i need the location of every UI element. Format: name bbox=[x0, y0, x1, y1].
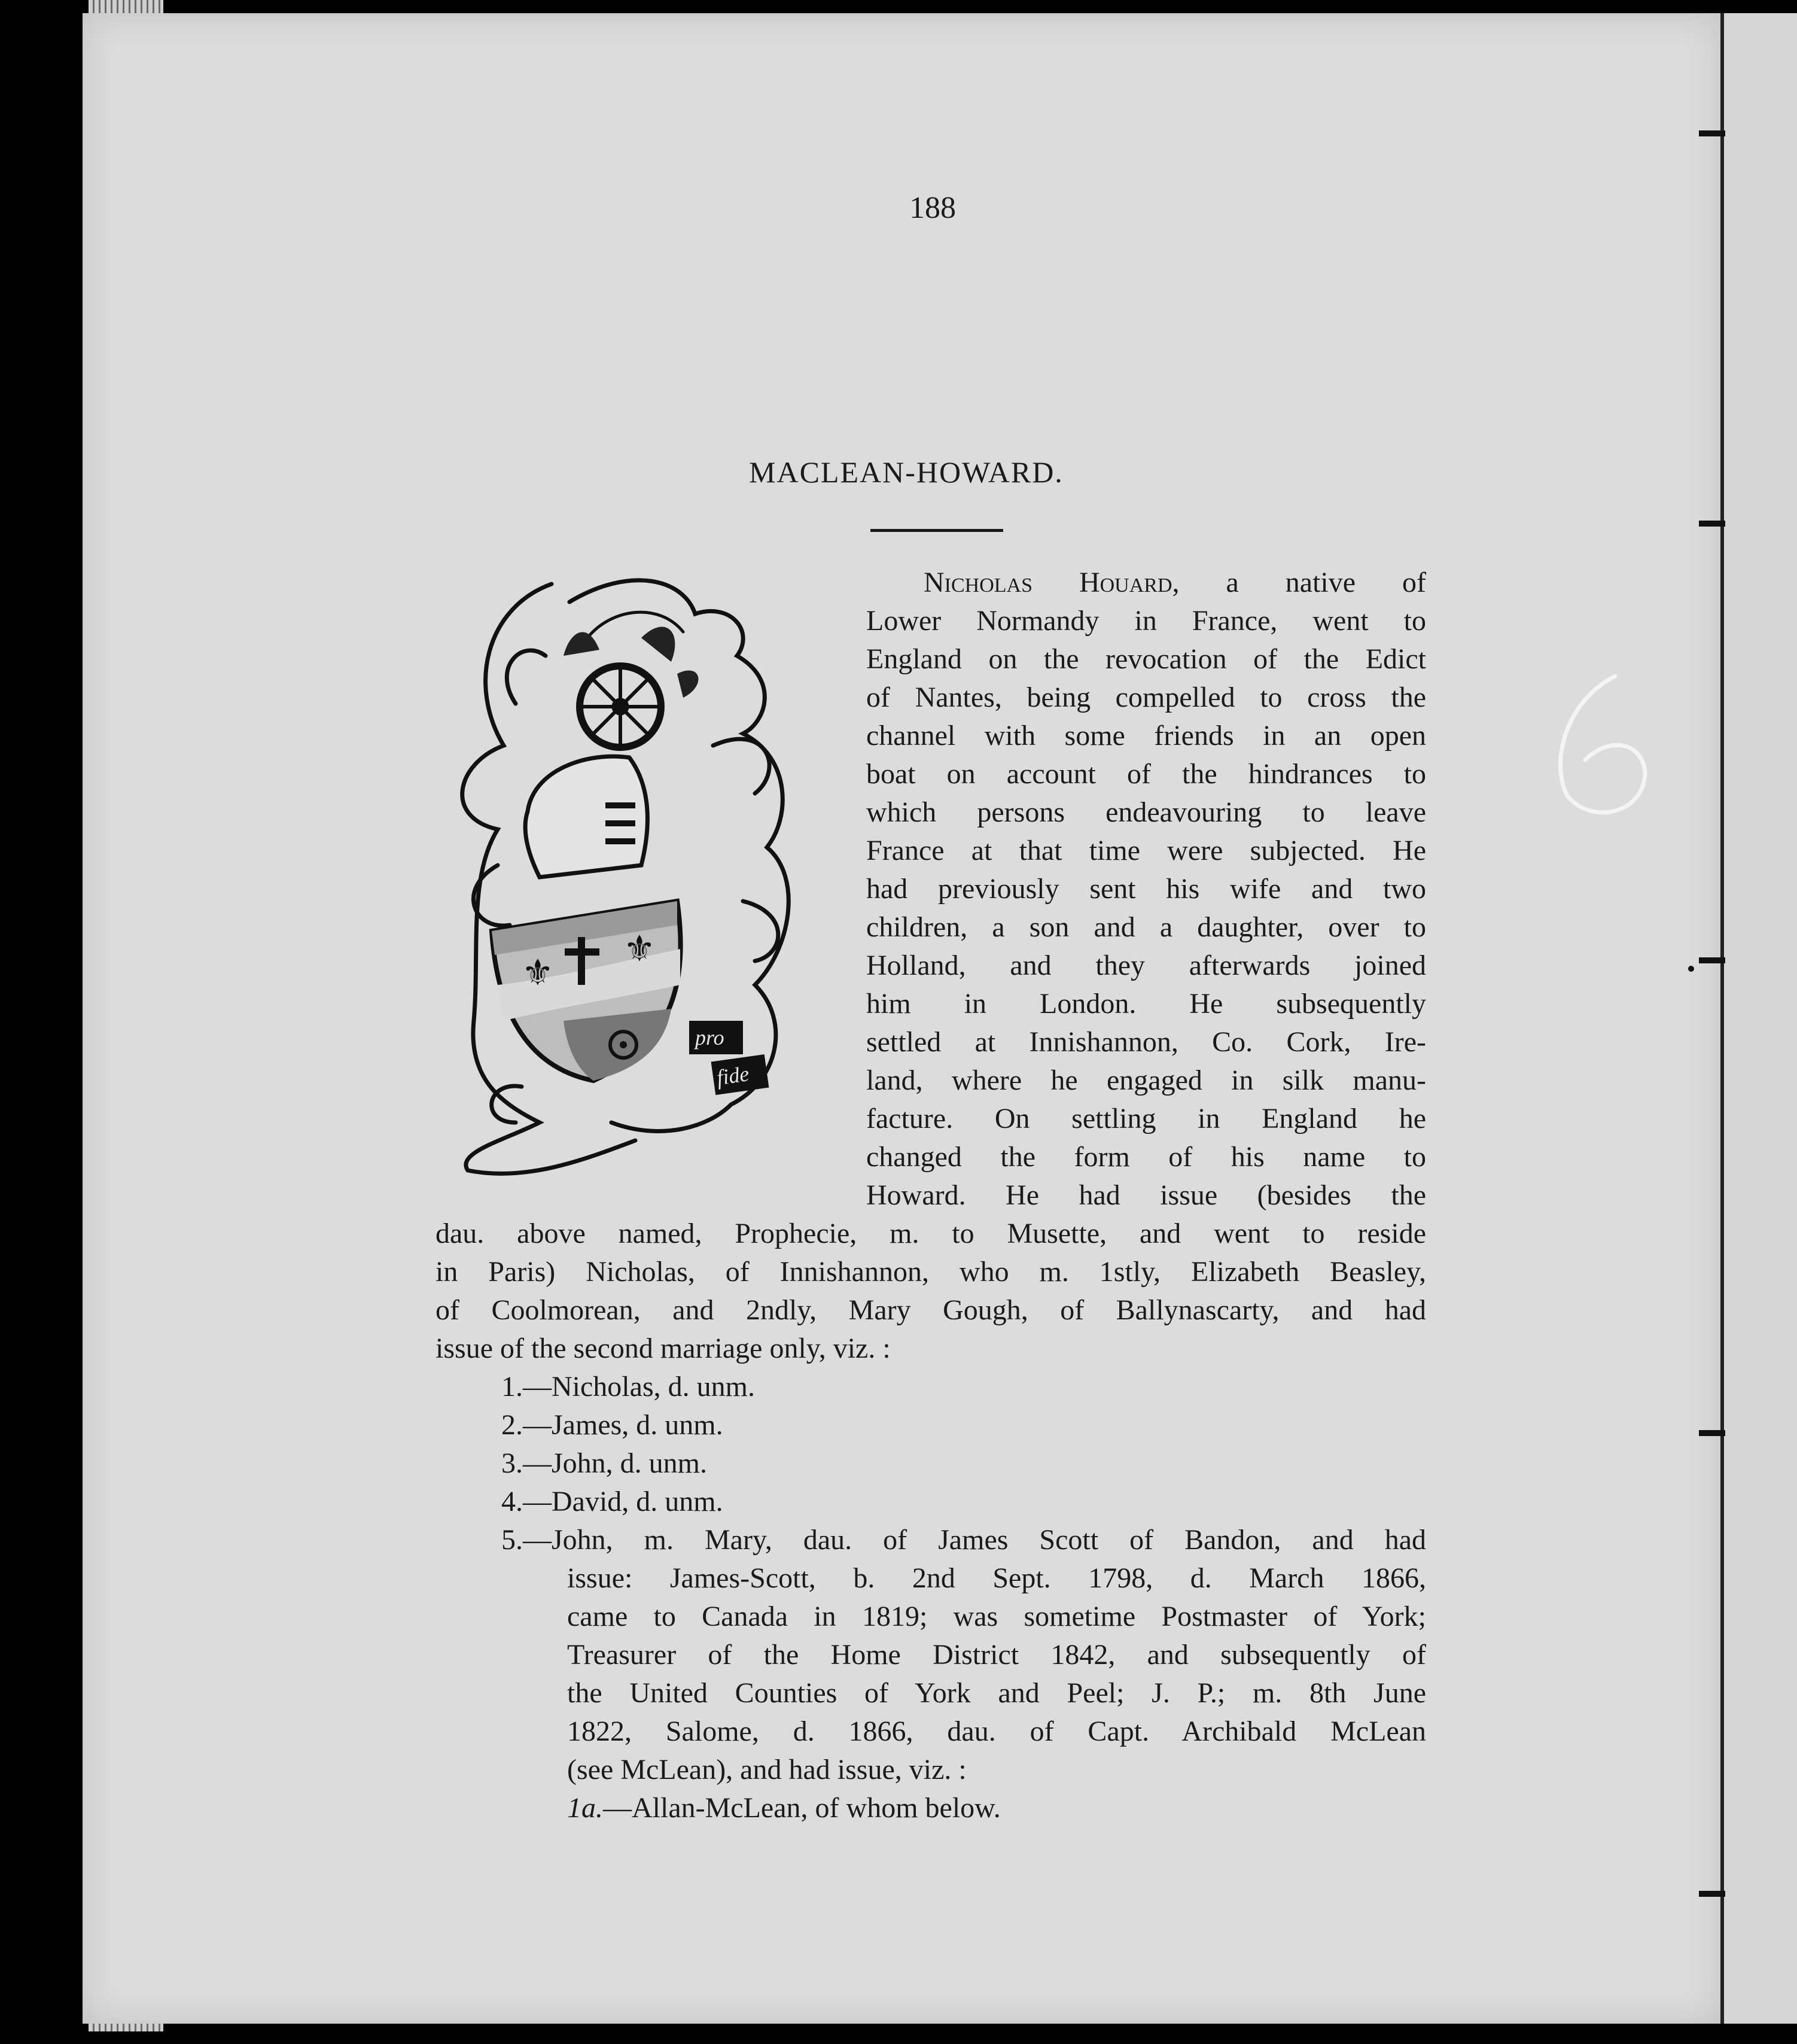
coat-of-arms-image bbox=[432, 566, 811, 1192]
motto-word-bottom: fide bbox=[715, 1061, 751, 1090]
binding-stitch bbox=[1699, 1430, 1725, 1436]
list-item: 2.—James, d. unm. bbox=[501, 1409, 723, 1441]
binding-stitch bbox=[1699, 130, 1725, 136]
paragraph-line: of Coolmorean, and 2ndly, Mary Gough, of Ballynascarty, and had bbox=[435, 1294, 1426, 1326]
paragraph-line: in Paris) Nicholas, of Innishannon, who m. 1stly, Elizabeth Beasley, bbox=[435, 1256, 1426, 1288]
paragraph-line: children, a son and a daughter, over to bbox=[866, 911, 1426, 943]
paragraph-line: channel with some friends in an open bbox=[866, 720, 1426, 752]
paragraph-line: boat on account of the hindrances to bbox=[866, 758, 1426, 790]
sub-list-text: —Allan-McLean, of whom below. bbox=[603, 1792, 1001, 1824]
paragraph-line: him in London. He subsequently bbox=[866, 988, 1426, 1020]
paragraph-line: of Nantes, being compelled to cross the bbox=[866, 682, 1426, 713]
page-number: 188 bbox=[909, 191, 956, 225]
motto-word-top: pro bbox=[695, 1026, 724, 1050]
list-item-continuation: the United Counties of York and Peel; J. P.; m. 8th June bbox=[567, 1677, 1426, 1709]
list-item: 3.—John, d. unm. bbox=[501, 1447, 708, 1479]
paragraph-line: France at that time were subjected. He bbox=[866, 835, 1426, 866]
list-item-continuation: (see McLean), and had issue, viz. : bbox=[567, 1754, 967, 1786]
person-name-smallcaps: Nicholas Houard, bbox=[924, 567, 1180, 598]
list-item-continuation: came to Canada in 1819; was sometime Postmaster of York; bbox=[567, 1601, 1426, 1632]
sub-list-item bbox=[567, 1791, 1001, 1826]
list-item-continuation: issue: James-Scott, b. 2nd Sept. 1798, d. March 1866, bbox=[567, 1562, 1426, 1594]
page-title: MACLEAN-HOWARD. bbox=[749, 455, 1064, 489]
svg-text:⚜: ⚜ bbox=[522, 952, 554, 994]
binding-stitch bbox=[1699, 521, 1725, 527]
sub-list-label: 1a. bbox=[567, 1792, 603, 1824]
list-item: 1.—Nicholas, d. unm. bbox=[501, 1371, 755, 1403]
paragraph-line: which persons endeavouring to leave bbox=[866, 796, 1426, 828]
list-item: 4.—David, d. unm. bbox=[501, 1486, 723, 1517]
paragraph-line: Nicholas Houard, a native of bbox=[924, 567, 1426, 598]
binding-stitch bbox=[1699, 1891, 1725, 1897]
title-rule bbox=[870, 529, 1003, 532]
paragraph-line: Howard. He had issue (besides the bbox=[866, 1179, 1426, 1211]
svg-text:⚜: ⚜ bbox=[623, 928, 656, 970]
paragraph-line: Holland, and they afterwards joined bbox=[866, 950, 1426, 981]
paragraph-line: Lower Normandy in France, went to bbox=[866, 605, 1426, 637]
list-item-continuation: 1822, Salome, d. 1866, dau. of Capt. Archibald McLean bbox=[567, 1716, 1426, 1747]
book-spine bbox=[1720, 13, 1797, 2024]
paragraph-line: dau. above named, Prophecie, m. to Musette, and went to reside bbox=[435, 1218, 1426, 1249]
margin-pencil-mark bbox=[1543, 664, 1663, 832]
paragraph-line: issue of the second marriage only, viz. : bbox=[435, 1333, 891, 1364]
binding-stitch bbox=[1699, 957, 1725, 963]
paragraph-line: settled at Innishannon, Co. Cork, Ire- bbox=[866, 1026, 1426, 1058]
paragraph-line: changed the form of his name to bbox=[866, 1141, 1426, 1173]
paragraph-line: had previously sent his wife and two bbox=[866, 873, 1426, 905]
list-item-continuation: Treasurer of the Home District 1842, and subsequently of bbox=[567, 1639, 1426, 1671]
ink-speck bbox=[1688, 966, 1694, 972]
paragraph-line: land, where he engaged in silk manu- bbox=[866, 1064, 1426, 1096]
paragraph-line: facture. On settling in England he bbox=[866, 1103, 1426, 1134]
list-item: 5.—John, m. Mary, dau. of James Scott of Bandon, and had bbox=[501, 1524, 1426, 1556]
paragraph-line: England on the revocation of the Edict bbox=[866, 643, 1426, 675]
